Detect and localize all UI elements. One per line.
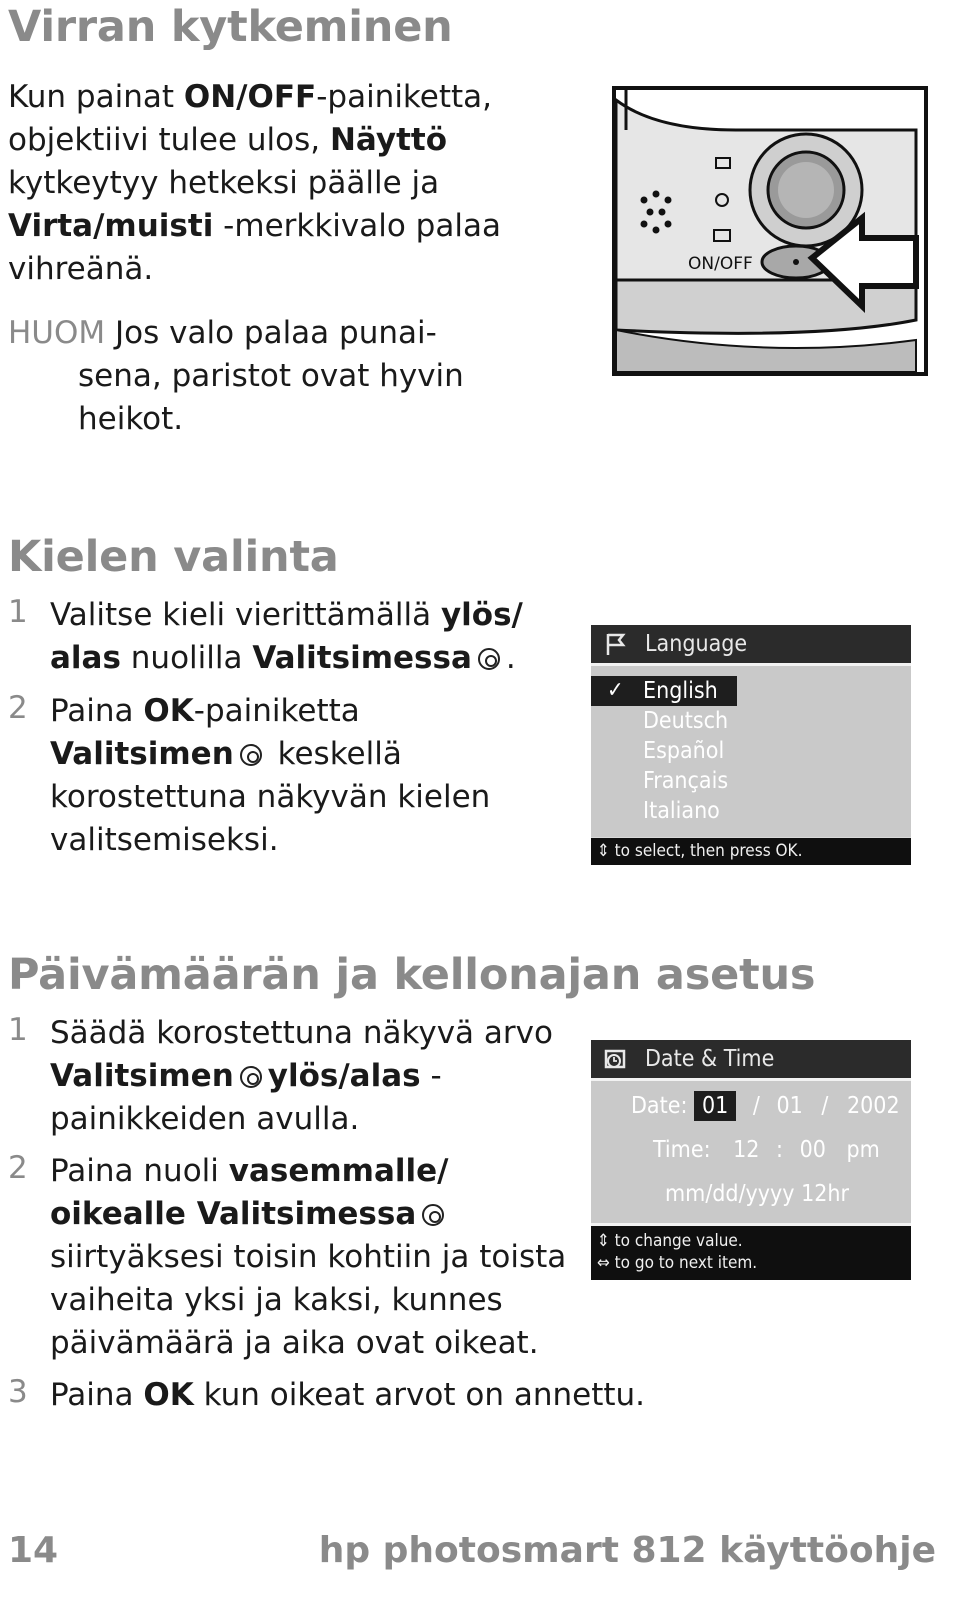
lcd-title-bar	[591, 1040, 911, 1078]
step-number: 3	[8, 1374, 28, 1410]
camera-top-drawing	[616, 90, 924, 372]
power-paragraph: Kun painat ON/OFF-painiketta, objektiivi tulee ulos, Näyttö kytkeytyy hetkeksi päälle ja Virta/muisti -merkkivalo palaa vihreänä.	[8, 79, 501, 287]
language-lcd-screen	[591, 625, 911, 865]
time-ampm-field[interactable]: pm	[846, 1137, 880, 1163]
date-time-fields	[591, 1081, 911, 1223]
language-item[interactable]: Deutsch	[643, 708, 729, 734]
language-item[interactable]: Italiano	[643, 798, 720, 824]
date-year-field[interactable]: 2002	[846, 1093, 900, 1119]
section-heading-date-time: Päivämäärän ja kellonajan asetus	[8, 950, 816, 1000]
language-list	[591, 666, 911, 837]
date-day-field[interactable]: 01	[776, 1093, 803, 1119]
note-label: HUOM	[8, 315, 106, 351]
lcd-title: Language	[645, 631, 748, 657]
check-icon: ✓	[607, 678, 624, 703]
language-item[interactable]: Français	[643, 768, 729, 794]
language-item-selected[interactable]: ✓ English	[591, 676, 737, 706]
language-item[interactable]: Español	[643, 738, 725, 764]
language-step-1: Valitse kieli vierittämällä ylös/ alas nuolilla Valitsimessa .	[50, 597, 523, 676]
power-note: HUOM Jos valo palaa punai- sena, paristot ovat hyvin heikot.	[8, 315, 464, 437]
clock-calendar-icon	[603, 1046, 629, 1072]
selector-dial-icon	[422, 1204, 444, 1226]
step-number: 2	[8, 690, 28, 726]
time-row: Time: 12 : 00 pm	[653, 1137, 880, 1163]
date-step-3: Paina OK kun oikeat arvot on annettu.	[50, 1377, 646, 1413]
step-number: 2	[8, 1150, 28, 1186]
language-step-2: Paina OK-painiketta Valitsimen keskellä korostettuna näkyvän kielen valitsemiseksi.	[50, 693, 491, 858]
step-number: 1	[8, 594, 28, 630]
date-step-2: Paina nuoli vasemmalle/ oikealle Valitsimessa siirtyäksesi toisin kohtiin ja toista vaiheita yksi ja kaksi, kunnes päivämäärä ja aika ovat oikeat.	[50, 1153, 567, 1361]
on-off-label: ON/OFF	[688, 254, 753, 274]
camera-illustration	[612, 86, 928, 376]
flag-icon	[603, 631, 629, 657]
time-hour-field[interactable]: 12	[733, 1137, 760, 1163]
date-step-1: Säädä korostettuna näkyvä arvo Valitsimen ylös/alas - painikkeiden avulla.	[50, 1015, 553, 1137]
page-number: 14	[8, 1530, 59, 1571]
date-month-field[interactable]: 01	[694, 1091, 736, 1121]
date-format-field[interactable]: mm/dd/yyyy 12hr	[665, 1181, 850, 1207]
section-heading-language: Kielen valinta	[8, 532, 339, 582]
section-heading-power: Virran kytkeminen	[8, 2, 453, 52]
lcd-title-bar	[591, 625, 911, 663]
date-row: Date: 01 / 01 / 2002	[631, 1093, 900, 1119]
lcd-footer-hint: ⇕ to change value. ⇔ to go to next item.	[591, 1226, 911, 1280]
selector-dial-icon	[240, 1066, 262, 1088]
time-minute-field[interactable]: 00	[799, 1137, 826, 1163]
manual-title: hp photosmart 812 käyttöohje	[318, 1530, 936, 1571]
date-time-lcd-screen	[591, 1040, 911, 1280]
step-number: 1	[8, 1012, 28, 1048]
lcd-footer-hint: ⇕ to select, then press OK.	[591, 838, 911, 865]
selector-dial-icon	[478, 648, 500, 670]
lcd-title: Date & Time	[645, 1046, 775, 1072]
selector-dial-icon	[240, 744, 262, 766]
